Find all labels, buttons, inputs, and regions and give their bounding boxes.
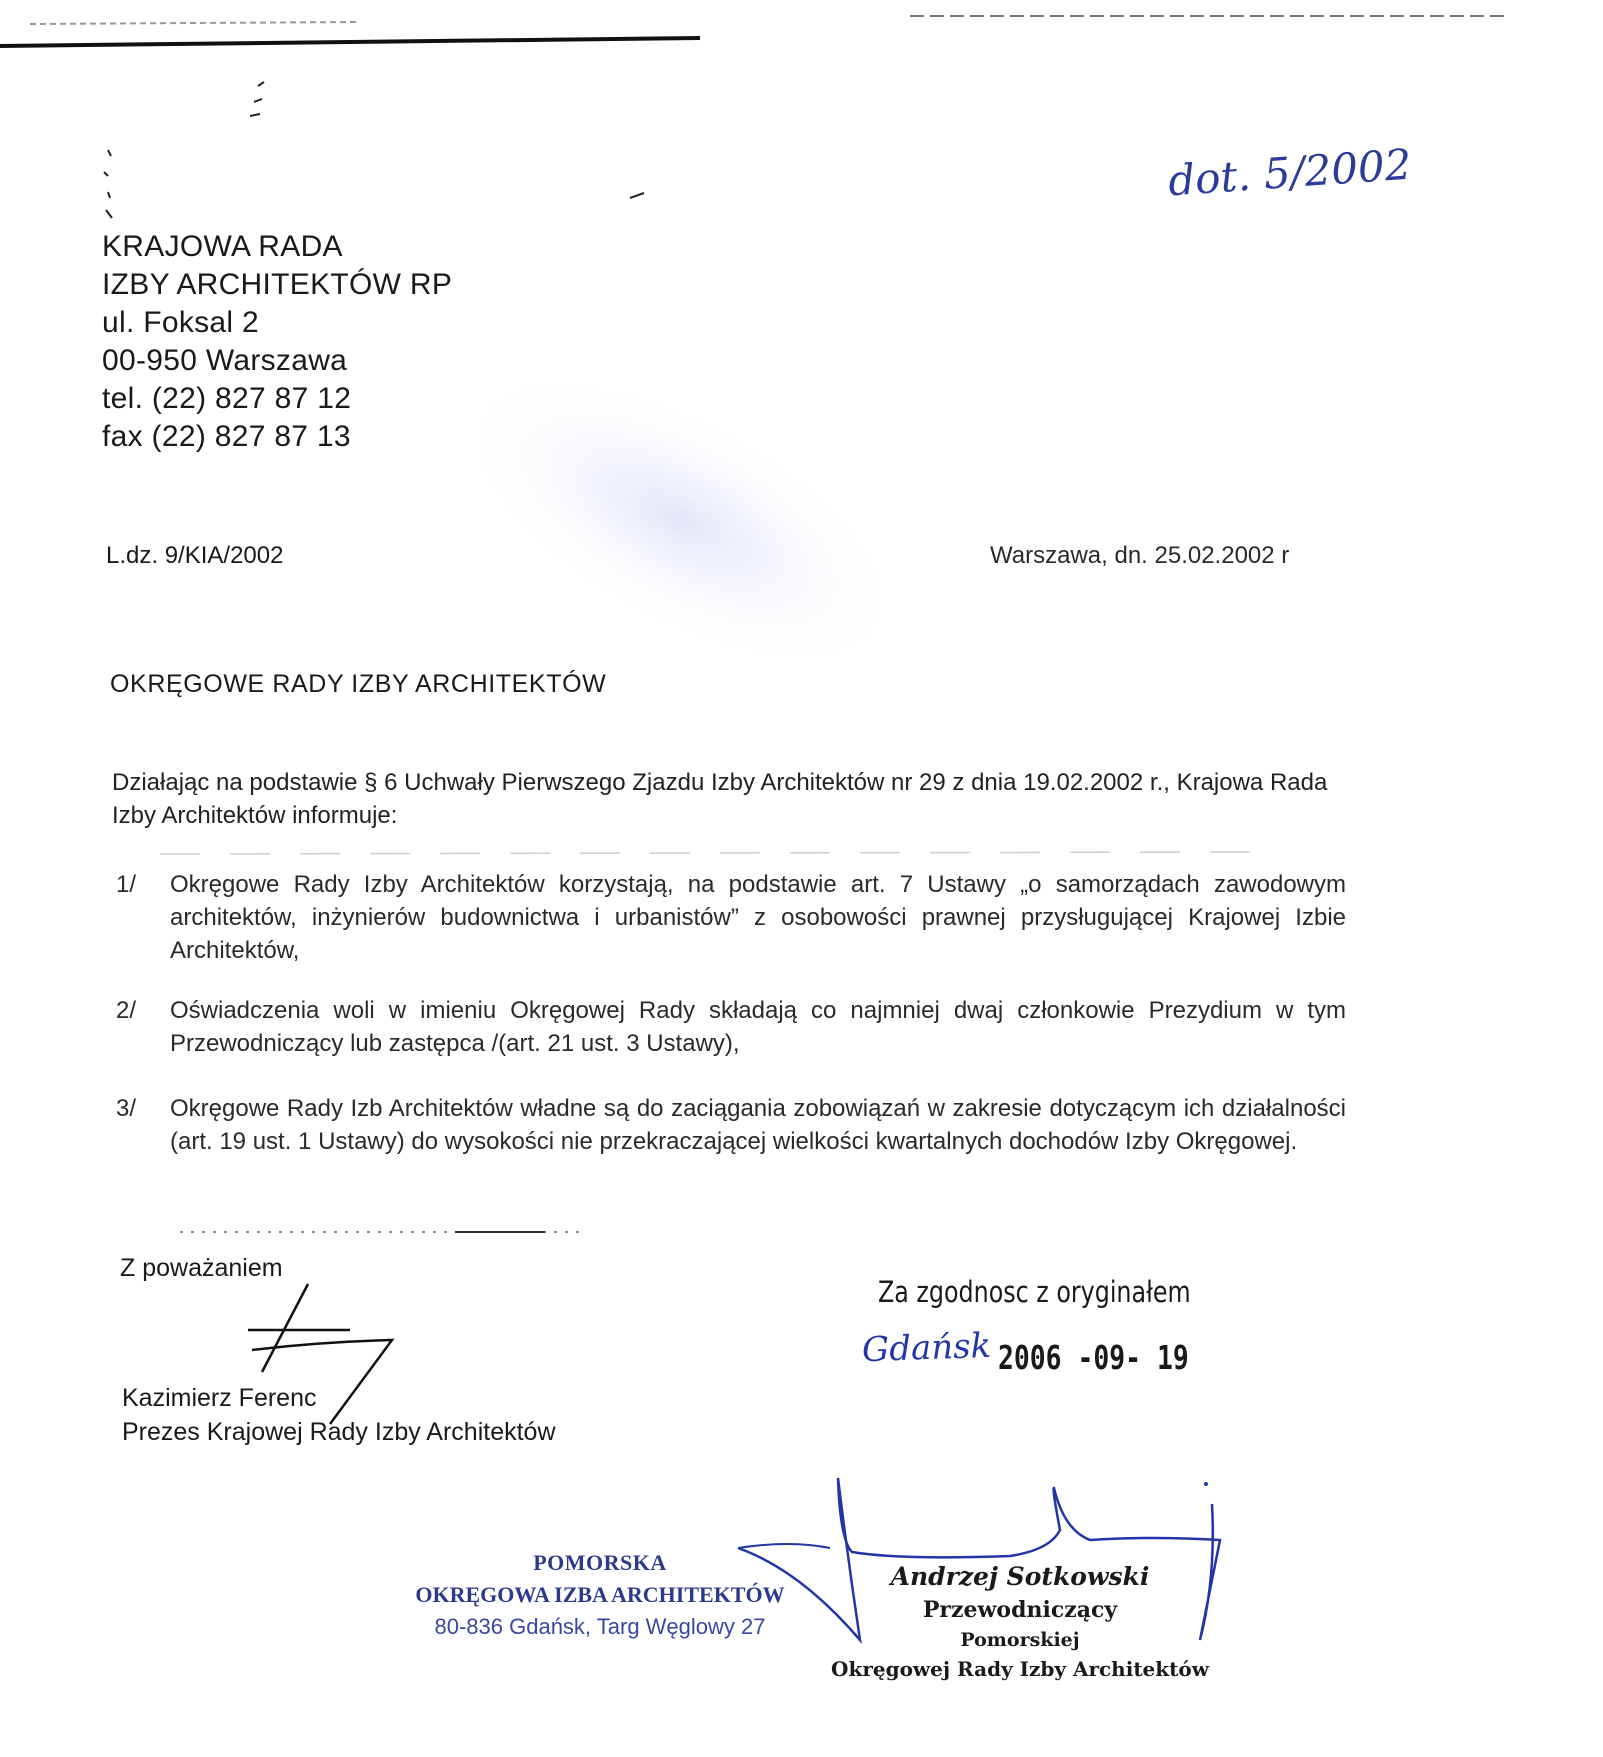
chairman-line3: Pomorskiej	[960, 1629, 1080, 1651]
certification-date-stamp: 2006 -09- 19	[998, 1338, 1189, 1377]
signer-name: Kazimierz Ferenc	[122, 1384, 317, 1412]
item-number: 3/	[116, 1095, 137, 1122]
intro-paragraph: Działając na podstawie § 6 Uchwały Pierwszego Zjazdu Izby Architektów nr 29 z dnia 19.02.2002 r., Krajowa Rada Izby Architektów informuje:	[112, 769, 1328, 829]
sender-line2: IZBY ARCHITEKTÓW RP	[102, 268, 453, 301]
reference-number: L.dz. 9/KIA/2002	[106, 542, 284, 569]
sender-fax: fax (22) 827 87 13	[102, 420, 351, 453]
letter-date: Warszawa, dn. 25.02.2002 r	[990, 542, 1290, 569]
handwritten-city: Gdańsk	[861, 1325, 992, 1371]
sender-line1: KRAJOWA RADA	[102, 230, 343, 263]
item-number: 2/	[116, 997, 137, 1024]
item-text: Oświadczenia woli w imieniu Okręgowej Rady składają co najmniej dwaj członkowie Prezydium w tym Przewodniczący lub zastępca /(art. 21 ust. 3 Ustawy),	[170, 997, 1346, 1057]
chairman-role: Przewodniczący	[922, 1597, 1118, 1623]
item-number: 1/	[116, 871, 137, 898]
closing-salutation: Z poważaniem	[120, 1254, 283, 1282]
stamp-org-line1: POMORSKA	[533, 1550, 667, 1575]
handwritten-annotation: dot. 5/2002	[1166, 139, 1413, 206]
chairman-line4: Okręgowej Rady Izby Architektów	[831, 1657, 1209, 1681]
chairman-name: Andrzej Sotkowski	[890, 1562, 1150, 1591]
stamp-org-line2: OKRĘGOWA IZBA ARCHITEKTÓW	[415, 1582, 785, 1607]
signer-title: Prezes Krajowej Rady Izby Architektów	[122, 1418, 556, 1446]
stamp-org-address: 80-836 Gdańsk, Targ Węglowy 27	[434, 1614, 766, 1639]
sender-tel: tel. (22) 827 87 12	[102, 382, 352, 415]
addressee: OKRĘGOWE RADY IZBY ARCHITEKTÓW	[110, 670, 607, 698]
item-text: Okręgowe Rady Izb Architektów władne są do zaciągania zobowiązań w zakresie dotyczącym ich działalności (art. 19 ust. 1 Ustawy) do wysokości nie przekraczającej wielkości kwartalnych dochodów Izby Okręgowej.	[170, 1095, 1346, 1155]
item-text: Okręgowe Rady Izby Architektów korzystają, na podstawie art. 7 Ustawy „o samorządach zawodowym architektów, inżynierów budownictwa i urbanistów” z osobowości prawnej przysługującej Krajowej Izbie Architektów,	[170, 871, 1346, 964]
certification-text: Za zgodnosc z oryginałem	[878, 1275, 1191, 1309]
sender-city: 00-950 Warszawa	[102, 344, 348, 377]
sender-street: ul. Foksal 2	[102, 306, 259, 339]
